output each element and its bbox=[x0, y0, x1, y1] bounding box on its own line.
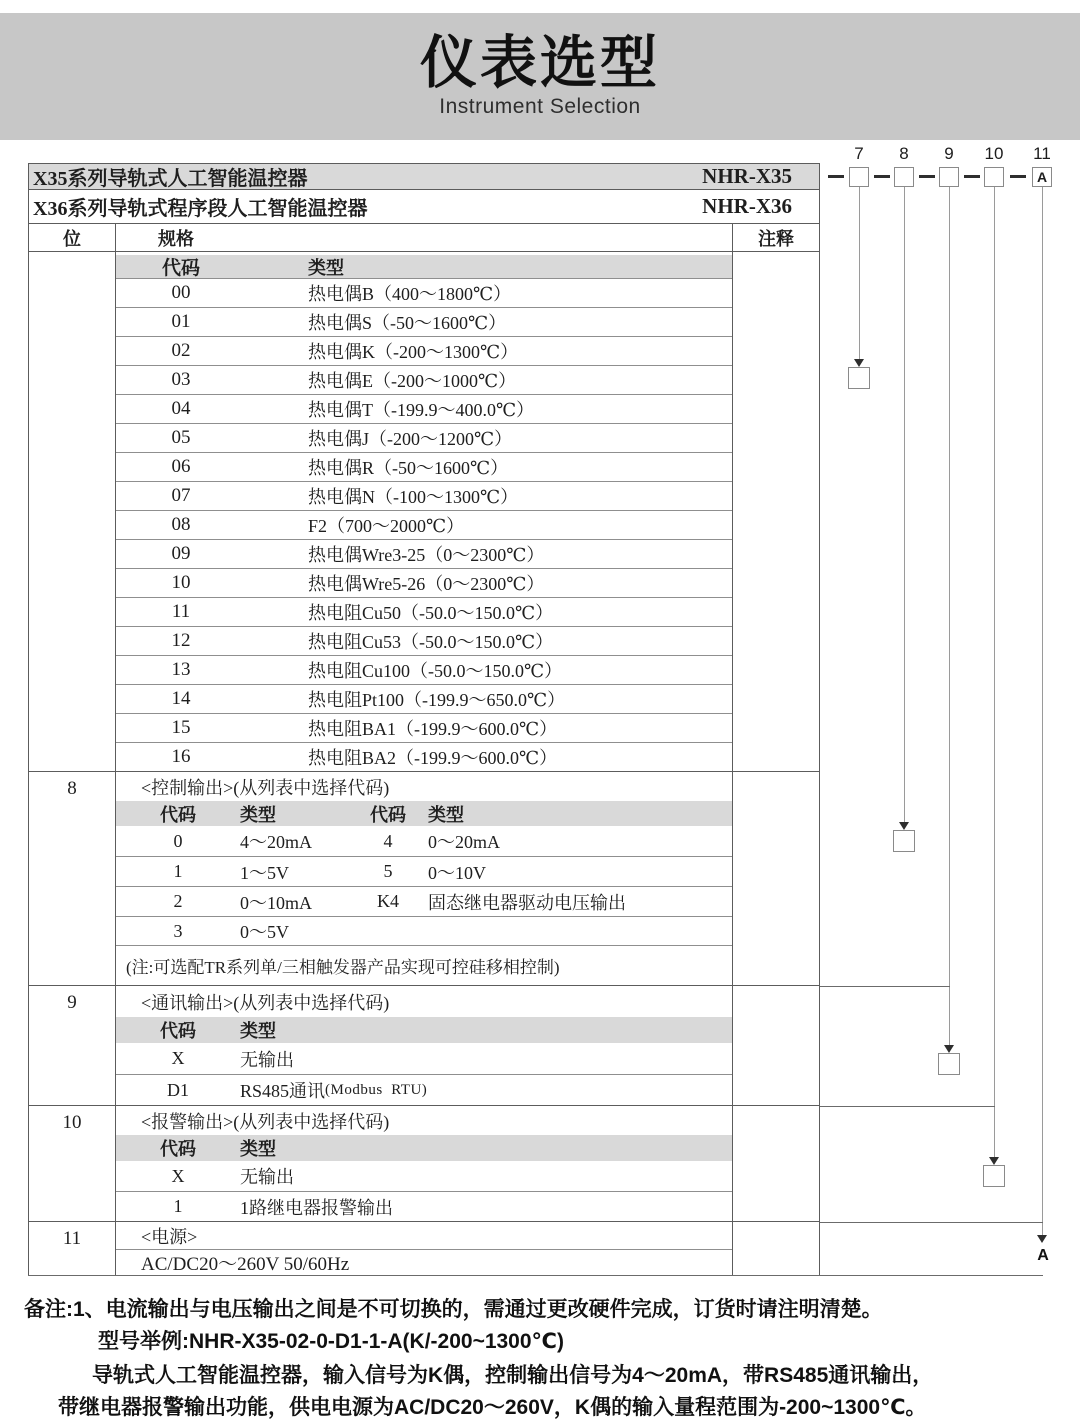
code-header: 代码 bbox=[370, 804, 406, 825]
type-cell: 无输出 bbox=[240, 1049, 294, 1070]
type-cell: 1路继电器报警输出 bbox=[240, 1197, 393, 1218]
position-label-9: 9 bbox=[944, 144, 954, 163]
type-cell: 热电阻BA2（-199.9～600.0℃） bbox=[308, 748, 558, 768]
code-cell: 14 bbox=[171, 688, 191, 709]
type-cell: 0～20mA bbox=[428, 832, 500, 852]
type-cell: 4～20mA bbox=[240, 832, 312, 852]
type-cell: F2（700～2000℃） bbox=[308, 516, 465, 536]
code-cell: 11 bbox=[171, 601, 191, 622]
arrow-down-icon bbox=[899, 822, 909, 830]
type-cell: 热电偶K（-200～1300℃） bbox=[308, 342, 519, 362]
type-cell: 热电偶E（-200～1000℃） bbox=[308, 371, 517, 391]
input-row bbox=[116, 423, 732, 452]
input-row bbox=[116, 278, 732, 307]
product-model: NHR-X36 bbox=[702, 194, 792, 218]
code-cell: 16 bbox=[171, 746, 191, 767]
type-cell: 热电阻Cu53（-50.0～150.0℃） bbox=[308, 632, 554, 652]
code-box-11: A bbox=[1032, 167, 1052, 187]
leader-line-7 bbox=[859, 187, 860, 359]
type-header: 类型 bbox=[240, 804, 276, 825]
type-cell: 无输出 bbox=[240, 1167, 294, 1187]
alarm-row bbox=[116, 1161, 732, 1191]
position-number: 8 bbox=[67, 778, 77, 799]
dash-icon bbox=[828, 175, 844, 178]
type-cell: 热电偶R（-50～1600℃） bbox=[308, 458, 509, 478]
selection-square-8 bbox=[893, 830, 915, 852]
type-header: 类型 bbox=[308, 257, 344, 278]
spec-cell bbox=[115, 772, 732, 985]
note-cell bbox=[732, 986, 819, 1105]
arrow-down-icon bbox=[989, 1157, 999, 1165]
header-position: 位 bbox=[63, 228, 81, 249]
input-row bbox=[116, 365, 732, 394]
section-control-output bbox=[29, 772, 819, 986]
type-cell: RS485通讯 bbox=[240, 1081, 326, 1101]
type-cell: 1～5V bbox=[240, 862, 289, 883]
code-cell: X bbox=[171, 1165, 185, 1186]
code-cell: 04 bbox=[171, 398, 191, 419]
control-row bbox=[116, 916, 732, 945]
code-cell: 06 bbox=[171, 456, 191, 477]
note-cell bbox=[732, 1222, 819, 1275]
code-box-9 bbox=[939, 167, 959, 187]
code-cell: 01 bbox=[171, 311, 191, 332]
type-cell: 热电阻Pt100（-199.9～650.0℃） bbox=[308, 690, 566, 710]
control-row bbox=[116, 886, 732, 916]
selection-square-10 bbox=[983, 1165, 1005, 1187]
remark-line: 导轨式人工智能温控器，输入信号为K偶，控制输出信号为4～20mA，带RS485通讯输出， bbox=[92, 1364, 934, 1387]
position-number: 9 bbox=[67, 992, 77, 1013]
position-cell bbox=[29, 1106, 115, 1221]
code-box-7 bbox=[849, 167, 869, 187]
leader-line-11 bbox=[1042, 187, 1043, 1235]
leader-line-8 bbox=[904, 187, 905, 822]
type-cell: 热电偶T（-199.9～400.0℃） bbox=[308, 400, 535, 420]
section-title: <控制输出>(从列表中选择代码) bbox=[141, 777, 390, 798]
suffix-label-a: A bbox=[1037, 1247, 1049, 1264]
type-cell: 热电偶J（-200～1200℃） bbox=[308, 429, 513, 449]
leader-line-9 bbox=[949, 187, 950, 1045]
type-cell: 热电偶Wre5-26（0～2300℃） bbox=[308, 574, 545, 594]
control-row bbox=[116, 826, 732, 856]
selection-square-7 bbox=[848, 367, 870, 389]
code-box-8 bbox=[894, 167, 914, 187]
position-cell bbox=[29, 252, 115, 771]
product-row-x35 bbox=[29, 164, 819, 190]
input-row bbox=[116, 655, 732, 684]
code-cell: 09 bbox=[171, 543, 191, 564]
spec-cell bbox=[115, 986, 732, 1105]
code-cell: 03 bbox=[171, 369, 191, 390]
dash-icon bbox=[919, 175, 935, 178]
code-cell: 00 bbox=[171, 282, 191, 303]
type-cell: 0～10V bbox=[428, 862, 486, 883]
connector-line-11 bbox=[820, 1222, 1043, 1223]
remark-line: 带继电器报警输出功能，供电电源为AC/DC20～260V，K偶的输入量程范围为-200~1300℃。 bbox=[58, 1396, 927, 1419]
input-row bbox=[116, 539, 732, 568]
position-number: 10 bbox=[62, 1112, 82, 1133]
code-cell: 12 bbox=[171, 630, 191, 651]
remark-line: 型号举例:NHR-X35-02-0-D1-1-A(K/-200~1300℃) bbox=[98, 1330, 564, 1353]
type-cell: 热电偶Wre3-25（0～2300℃） bbox=[308, 545, 545, 565]
power-label: <电源> bbox=[141, 1226, 198, 1247]
code-cell: 1 bbox=[173, 1196, 183, 1216]
product-name: X36系列导轨式程序段人工智能温控器 bbox=[33, 198, 368, 220]
position-cell bbox=[29, 986, 115, 1105]
arrow-down-icon bbox=[854, 359, 864, 367]
leader-line-10 bbox=[994, 187, 995, 1157]
section-input-type bbox=[29, 252, 819, 772]
input-row bbox=[116, 684, 732, 713]
note-cell bbox=[732, 252, 819, 771]
code-cell: 4 bbox=[383, 830, 393, 851]
type-header: 类型 bbox=[240, 1139, 276, 1159]
page-banner bbox=[0, 13, 1080, 140]
type-cell-sub: (Modbus RTU) bbox=[325, 1081, 428, 1098]
position-number: 11 bbox=[62, 1228, 82, 1249]
code-cell: 02 bbox=[171, 340, 191, 361]
type-cell: 热电偶N（-100～1300℃） bbox=[308, 487, 519, 507]
subtable-header bbox=[116, 1017, 732, 1043]
code-header: 代码 bbox=[160, 1139, 196, 1159]
subtable-header bbox=[116, 801, 732, 826]
code-cell: 15 bbox=[171, 717, 191, 738]
dash-icon bbox=[964, 175, 980, 178]
code-cell: 1 bbox=[173, 861, 183, 881]
control-note: (注:可选配TR系列单/三相触发器产品实现可控硅移相控制) bbox=[116, 945, 732, 985]
input-row bbox=[116, 452, 732, 481]
section-power bbox=[29, 1222, 819, 1275]
code-cell: 08 bbox=[171, 514, 191, 535]
type-cell: 热电偶S（-50～1600℃） bbox=[308, 313, 507, 333]
input-row bbox=[116, 510, 732, 539]
alarm-row bbox=[116, 1191, 732, 1221]
code-cell: 3 bbox=[173, 920, 183, 941]
code-cell: X bbox=[171, 1048, 185, 1068]
code-cell: 10 bbox=[171, 572, 191, 593]
arrow-down-icon bbox=[944, 1045, 954, 1053]
dash-icon bbox=[1010, 175, 1026, 178]
section-alarm-output bbox=[29, 1106, 819, 1222]
selection-square-9 bbox=[938, 1053, 960, 1075]
position-cell bbox=[29, 1222, 115, 1275]
type-cell: 热电偶B（400～1800℃） bbox=[308, 284, 512, 304]
product-row-x36 bbox=[29, 190, 819, 224]
spec-cell bbox=[115, 1106, 732, 1221]
page-subtitle: Instrument Selection bbox=[439, 95, 641, 119]
table-header-row bbox=[29, 224, 819, 252]
input-row bbox=[116, 713, 732, 742]
type-cell: 热电阻Cu100（-50.0～150.0℃） bbox=[308, 661, 563, 681]
input-row bbox=[116, 481, 732, 510]
spec-cell bbox=[115, 252, 732, 771]
position-label-7: 7 bbox=[854, 144, 864, 163]
note-cell bbox=[732, 772, 819, 985]
type-cell: 0～10mA bbox=[240, 892, 312, 913]
comm-row bbox=[116, 1074, 732, 1105]
type-header: 类型 bbox=[240, 1021, 276, 1041]
code-cell: 13 bbox=[171, 659, 191, 680]
type-cell: 热电阻Cu50（-50.0～150.0℃） bbox=[308, 603, 554, 623]
remark-line: 备注:1、电流输出与电压输出之间是不可切换的，需通过更改硬件完成，订货时请注明清楚。 bbox=[24, 1298, 883, 1321]
code-cell: K4 bbox=[377, 891, 399, 911]
code-header: 代码 bbox=[161, 258, 200, 279]
code-cell: 5 bbox=[383, 861, 393, 881]
code-cell: 05 bbox=[171, 427, 191, 448]
type-cell: 热电阻BA1（-199.9～600.0℃） bbox=[308, 719, 558, 739]
connector-line-9 bbox=[820, 986, 950, 987]
position-cell bbox=[29, 772, 115, 985]
power-value: AC/DC20～260V 50/60Hz bbox=[116, 1249, 732, 1275]
section-title: <通讯输出>(从列表中选择代码) bbox=[141, 992, 390, 1013]
connector-line-10 bbox=[820, 1106, 995, 1107]
code-header: 代码 bbox=[160, 804, 196, 825]
page-title: 仪表选型 bbox=[420, 30, 660, 95]
arrow-down-icon bbox=[1037, 1235, 1047, 1243]
section-title: <报警输出>(从列表中选择代码) bbox=[141, 1111, 390, 1132]
subtable-header bbox=[116, 1135, 732, 1161]
control-row bbox=[116, 856, 732, 886]
input-row bbox=[116, 336, 732, 365]
comm-row bbox=[116, 1043, 732, 1074]
section-comm-output bbox=[29, 986, 819, 1106]
table-bottom-line bbox=[28, 1275, 1043, 1276]
code-cell: 2 bbox=[173, 891, 183, 911]
input-row bbox=[116, 626, 732, 655]
spec-cell bbox=[115, 1222, 732, 1275]
dash-icon bbox=[874, 175, 890, 178]
position-label-11: 11 bbox=[1033, 144, 1051, 163]
code-cell: 0 bbox=[173, 830, 183, 851]
header-spec: 规格 bbox=[115, 224, 732, 251]
note-cell bbox=[732, 1106, 819, 1221]
type-cell: 固态继电器驱动电压输出 bbox=[428, 892, 626, 913]
selection-table bbox=[28, 163, 820, 1275]
code-header: 代码 bbox=[160, 1021, 196, 1041]
input-row bbox=[116, 307, 732, 336]
code-box-10 bbox=[984, 167, 1004, 187]
input-row bbox=[116, 742, 732, 771]
subtable-header bbox=[116, 255, 732, 278]
input-row bbox=[116, 568, 732, 597]
type-cell: 0～5V bbox=[240, 922, 289, 942]
input-row bbox=[116, 394, 732, 423]
type-header: 类型 bbox=[428, 804, 464, 825]
code-cell: 07 bbox=[171, 485, 191, 506]
code-cell: D1 bbox=[167, 1079, 189, 1100]
position-label-8: 8 bbox=[899, 144, 909, 163]
input-row bbox=[116, 597, 732, 626]
product-model: NHR-X35 bbox=[702, 164, 792, 188]
position-label-10: 10 bbox=[984, 144, 1004, 163]
product-name: X35系列导轨式人工智能温控器 bbox=[33, 168, 308, 190]
header-note: 注释 bbox=[732, 224, 819, 251]
